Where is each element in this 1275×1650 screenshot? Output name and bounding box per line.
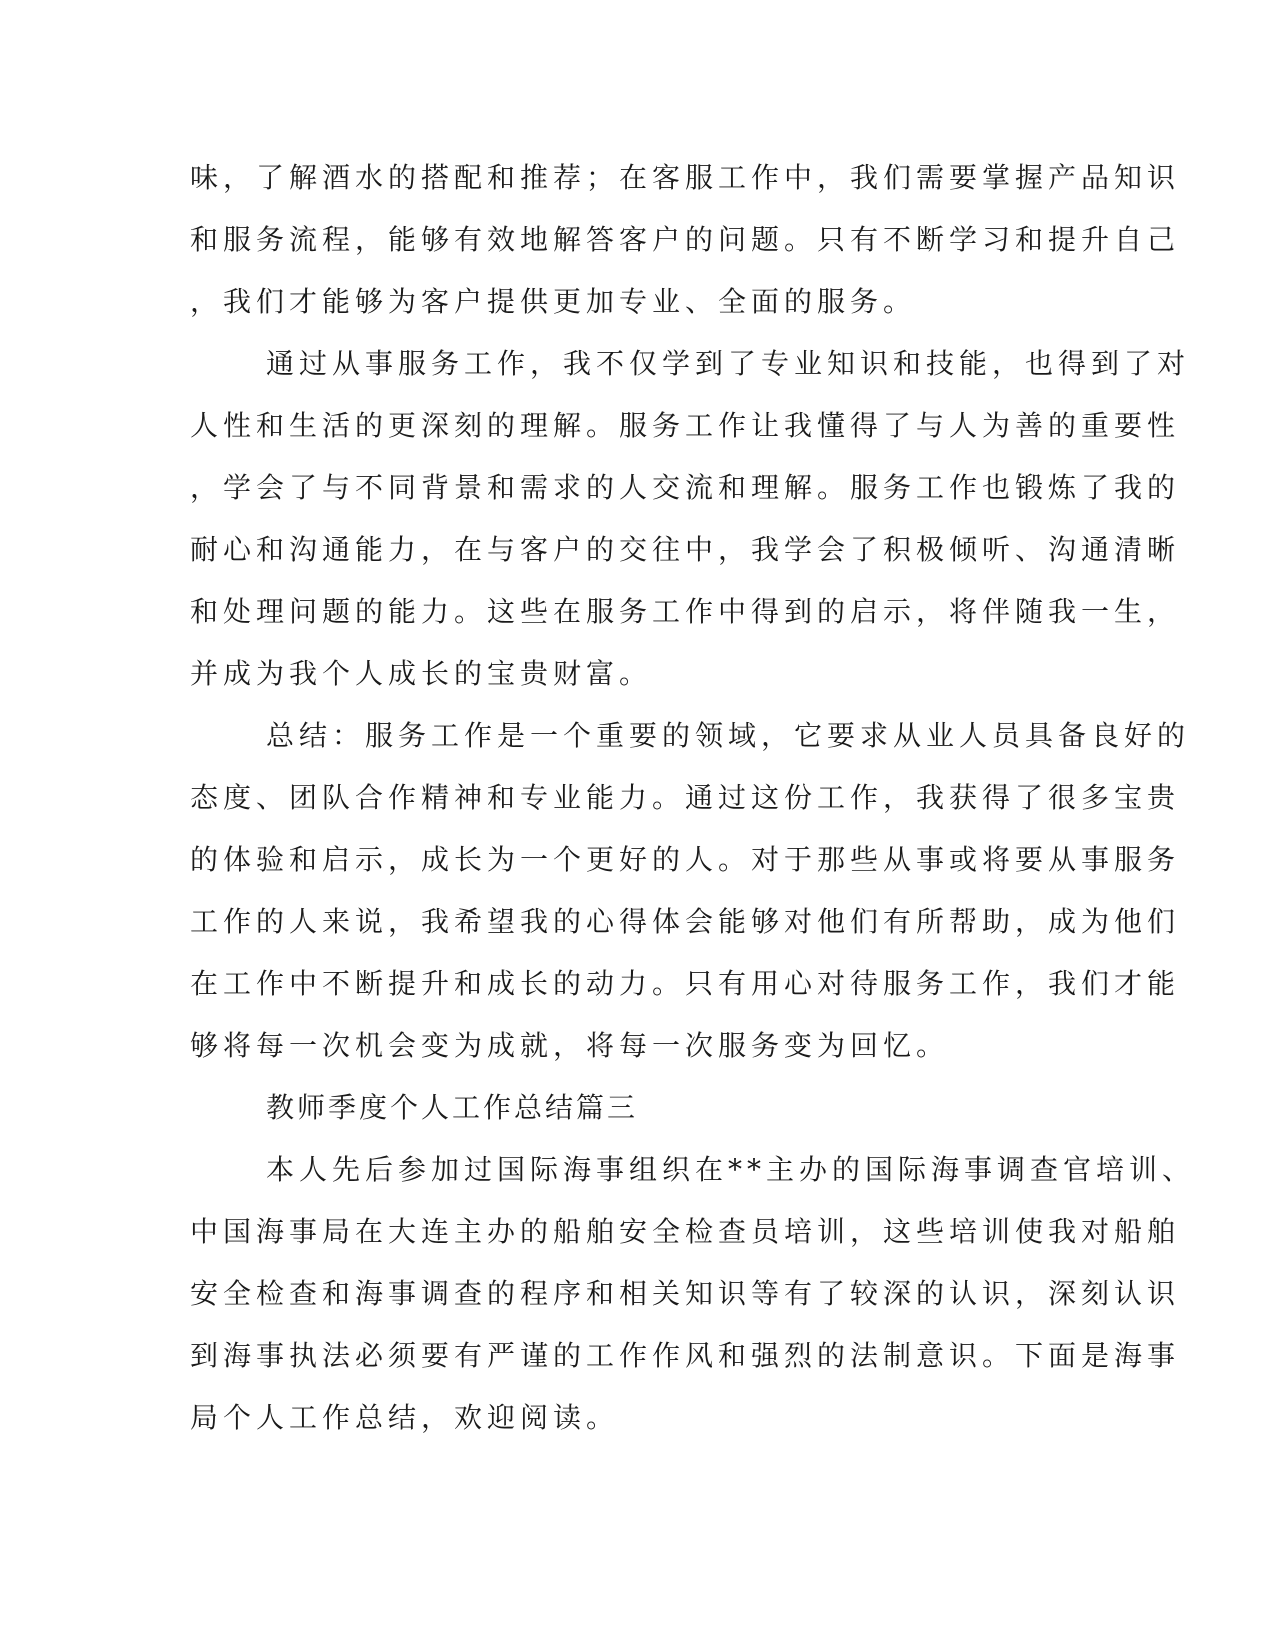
- text-line: 并成为我个人成长的宝贵财富。: [190, 657, 653, 690]
- text-line: ，我们才能够为客户提供更加专业、全面的服务。: [190, 285, 917, 318]
- text-line: ，学会了与不同背景和需求的人交流和理解。服务工作也锻炼了我的: [190, 471, 1181, 504]
- text-line: 耐心和沟通能力，在与客户的交往中，我学会了积极倾听、沟通清晰: [190, 533, 1181, 566]
- text-line: 和处理问题的能力。这些在服务工作中得到的启示，将伴随我一生，: [190, 595, 1181, 628]
- paragraph: [190, 716, 1191, 1088]
- paragraph: [190, 158, 1181, 344]
- text-line: 安全检查和海事调查的程序和相关知识等有了较深的认识，深刻认识: [190, 1277, 1181, 1310]
- text-line: 到海事执法必须要有严谨的工作作风和强烈的法制意识。下面是海事: [190, 1339, 1181, 1372]
- text-line: 局个人工作总结，欢迎阅读。: [190, 1401, 620, 1434]
- paragraph: [190, 344, 1191, 716]
- text-line: 态度、团队合作精神和专业能力。通过这份工作，我获得了很多宝贵: [190, 781, 1181, 814]
- text-line: 通过从事服务工作，我不仅学到了专业知识和技能，也得到了对: [266, 347, 1191, 380]
- paragraph: [190, 1150, 1196, 1460]
- text-line: 工作的人来说，我希望我的心得体会能够对他们有所帮助，成为他们: [190, 905, 1181, 938]
- text-line: 够将每一次机会变为成就，将每一次服务变为回忆。: [190, 1029, 950, 1062]
- text-line: 在工作中不断提升和成长的动力。只有用心对待服务工作，我们才能: [190, 967, 1181, 1000]
- text-line: 味，了解酒水的搭配和推荐；在客服工作中，我们需要掌握产品知识: [190, 161, 1181, 194]
- text-line: 和服务流程，能够有效地解答客户的问题。只有不断学习和提升自己: [190, 223, 1181, 256]
- text-line: 的体验和启示，成长为一个更好的人。对于那些从事或将要从事服务: [190, 843, 1181, 876]
- section-heading: 教师季度个人工作总结篇三: [266, 1091, 639, 1124]
- document-body: [190, 158, 1196, 1460]
- text-line: 中国海事局在大连主办的船舶安全检查员培训，这些培训使我对船舶: [190, 1215, 1181, 1248]
- text-line: 本人先后参加过国际海事组织在**主办的国际海事调查官培训、: [266, 1153, 1196, 1186]
- text-line: 人性和生活的更深刻的理解。服务工作让我懂得了与人为善的重要性: [190, 409, 1181, 442]
- text-line: 总结：服务工作是一个重要的领域，它要求从业人员具备良好的: [266, 719, 1191, 752]
